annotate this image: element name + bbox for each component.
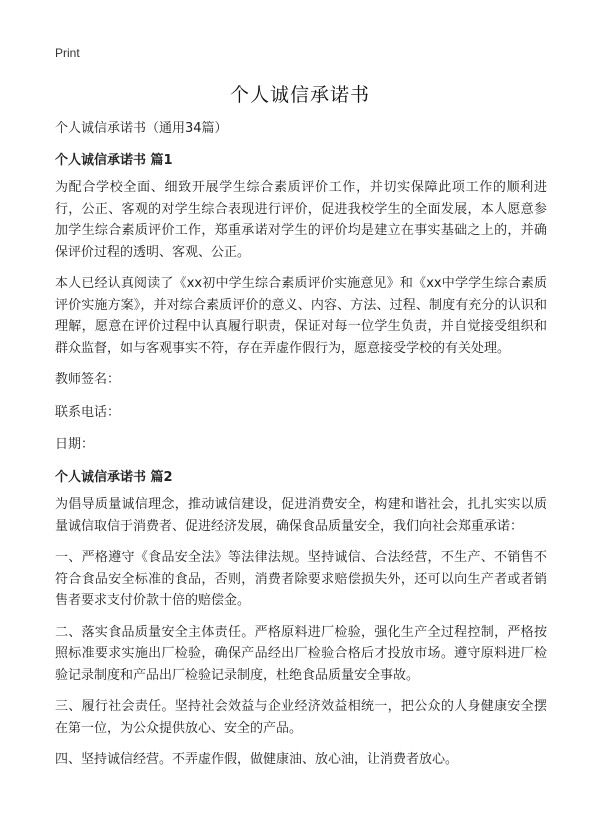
phone-field: 联系电话：	[55, 404, 121, 420]
section-2-paragraph: 为倡导质量诚信理念，推动诚信建设，促进消费安全，构建和谐社会，扎扎实实以质量诚信取信于消费者、促进经济发展，确保食品质量安全，我们向社会郑重承诺：	[55, 497, 547, 534]
section-2-paragraph: 四、坚持诚信经营。不弄虚作假，做健康油、放心油，让消费者放心。	[55, 752, 459, 767]
section-1-paragraph: 本人已经认真阅读了《xx初中学生综合素质评价实施意见》和《xx中学学生综合素质评价实施方案》，并对综合素质评价的意义、内容、方法、过程、制度有充分的认识和理解，愿意在评价过程中认真履行职责，保证对每一位学生负责，并自觉接受组织和群众监督，如与客观事实不符，存在弄虚作假行为，愿意接受学校的有关处理。	[55, 276, 547, 356]
section-heading-1: 个人诚信承诺书 篇1	[55, 152, 173, 168]
document-body	[55, 118, 547, 775]
section-2-paragraph: 一、严格遵守《食品安全法》等法律法规。坚持诚信、合法经营，不生产、不销售不符合食品安全标准的食品，否则，消费者除要求赔偿损失外，还可以向生产者或者销售者要求支付价款十倍的赔偿金。	[55, 550, 547, 608]
section-2-paragraph: 三、履行社会责任。坚持社会效益与企业经济效益相统一，把公众的人身健康安全摆在第一位，为公众提供放心、安全的产品。	[55, 699, 547, 736]
section-1-paragraph: 为配合学校全面、细致开展学生综合素质评价工作，并切实保障此项工作的顺利进行，公正、客观的对学生综合表现进行评价，促进我校学生的全面发展，本人愿意参加学生综合素质评价工作，郑重承诺对学生的评价均是建立在事实基础之上的，并确保评价过程的透明、客观、公正。	[55, 180, 547, 260]
section-heading-2: 个人诚信承诺书 篇2	[55, 469, 173, 485]
document-subtitle: 个人诚信承诺书（通用34篇）	[55, 121, 228, 136]
date-field: 日期：	[55, 437, 95, 452]
document-title: 个人诚信承诺书	[229, 84, 370, 106]
teacher-signature-field: 教师签名：	[55, 372, 121, 387]
section-2-paragraph: 二、落实食品质量安全主体责任。严格原料进厂检验，强化生产全过程控制，严格按照标准要求实施出厂检验，确保产品经出厂检验合格后才投放市场。遵守原料进厂检验记录制度和产品出厂检验记录制度，杜绝食品质量安全事故。	[55, 624, 547, 683]
print-label: Print	[55, 46, 80, 60]
